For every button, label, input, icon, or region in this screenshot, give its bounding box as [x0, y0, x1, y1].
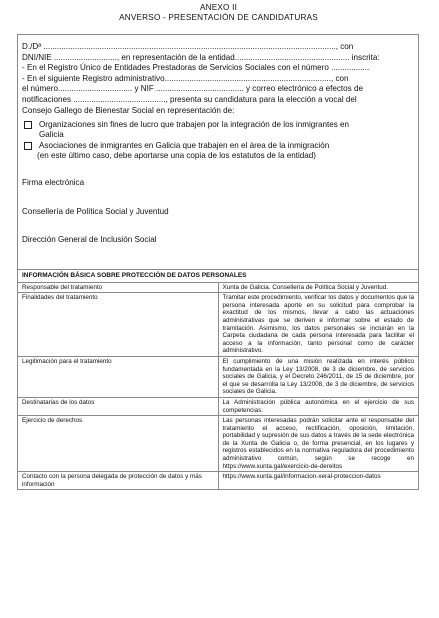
form-line: el número................................. y NIF ....................................... y correo electrónico a efectos de	[22, 84, 363, 94]
table-row	[18, 356, 419, 397]
row-label: Legitimación para el tratamiento	[18, 356, 219, 397]
form-line: - En el Registro Único de Entidades Prestadoras de Servicios Sociales con el número .................	[22, 63, 370, 73]
form-line: notificaciones ........................................., presenta su candidatura para la elección a vocal del	[22, 94, 357, 104]
document-header	[17, 3, 420, 22]
table-row	[18, 282, 419, 293]
row-value: Xunta de Galicia. Consellería de Política Social y Juventud.	[218, 282, 419, 293]
row-value: El cumplimiento de una misión realizada en interés público fundamentada en la Ley 13/2008, de 3 de diciembre, de servicios sociales de Galicia, y el Decreto 246/2011, de 15 de diciembre, por el que se desarrolla la Ley 13/2008, de 3 de diciembre, de servicios sociales de Galicia.	[218, 356, 419, 397]
statutes-note: (en este último caso, debe aportarse una copia de los estatutos de la entidad)	[37, 151, 316, 161]
option-immigrant-associations	[22, 141, 414, 151]
row-value: Tramitar este procedimiento, verificar los datos y documentos que la persona interesada aporte en su solicitud para comprobar la exactitud de los mismos, llevar a cabo las actuaciones administrativas que se deriven e informar sobre el estado de tramitación. Asimismo, los datos personales se incluirán en la Carpeta ciudadana de cada persona interesada para facilitar el acceso a la información, tanto personal como de carácter administrativo.	[218, 293, 419, 357]
table-header-row	[18, 270, 419, 283]
data-protection-heading: INFORMACIÓN BÁSICA SOBRE PROTECCIÓN DE DATOS PERSONALES	[18, 270, 419, 283]
option-nonprofit-label: Organizaciones sin fines de lucro que trabajen por la integración de los inmigrantes en	[39, 120, 349, 130]
applicant-paragraph	[22, 42, 414, 116]
form-line: DNI/NIE ............................, en representación de la entidad................................................... inscrita:	[22, 52, 380, 62]
form-line: Consejo Gallego de Bienestar Social en representación de:	[22, 105, 235, 115]
checkbox-nonprofit[interactable]	[24, 121, 32, 129]
option-immigrant-associations-label: Asociaciones de inmigrantes en Galicia que trabajen en el área de la inmigración	[39, 141, 330, 151]
row-label: Responsable del tratamiento	[18, 282, 219, 293]
signature-label: Firma electrónica	[22, 178, 85, 188]
form-line: - En el siguiente Registro administrativo.........................................................................., con	[22, 73, 349, 83]
table-row	[18, 472, 419, 490]
row-label: Destinatarias de los datos	[18, 397, 219, 415]
option-nonprofit-label-cont: Galicia	[39, 130, 64, 140]
table-row	[18, 397, 419, 415]
table-row	[18, 416, 419, 472]
row-value: https://www.xunta.gal/informacion-xeral-proteccion-datos	[218, 472, 419, 490]
checkbox-immigrant-associations[interactable]	[24, 142, 32, 150]
department-name: Consellería de Política Social y Juventud	[22, 207, 169, 217]
form-line: D./Dª .................................................................................................................................., con	[22, 42, 354, 51]
row-label: Ejercicio de derechos	[18, 416, 219, 472]
row-value: Las personas interesadas podrán solicitar ante el responsable del tratamiento el acceso, rectificación, oposición, limitación, portabilidad y supresión de sus datos a través de la sede electrónica de la Xunta de Galicia o, de forma presencial, en los lugares y registros establecidos en la normativa reguladora del procedimiento administrativo común, según se recoge en https://www.xunta.gal/exercicio-de-dereitos	[218, 416, 419, 472]
row-label: Contacto con la persona delegada de protección de datos y más información	[18, 472, 219, 490]
application-form	[17, 34, 419, 270]
annex-title: ANEXO II	[199, 3, 238, 12]
option-nonprofit	[22, 120, 414, 140]
document-page	[0, 3, 439, 618]
directorate-name: Dirección General de Inclusión Social	[22, 235, 157, 245]
row-value: La Administración pública autonómica en el ejercicio de sus competencias.	[218, 397, 419, 415]
row-label: Finalidades del tratamiento	[18, 293, 219, 357]
table-row	[18, 293, 419, 357]
data-protection-table	[17, 269, 419, 490]
annex-subtitle: ANVERSO - PRESENTACIÓN DE CANDIDATURAS	[119, 12, 318, 22]
